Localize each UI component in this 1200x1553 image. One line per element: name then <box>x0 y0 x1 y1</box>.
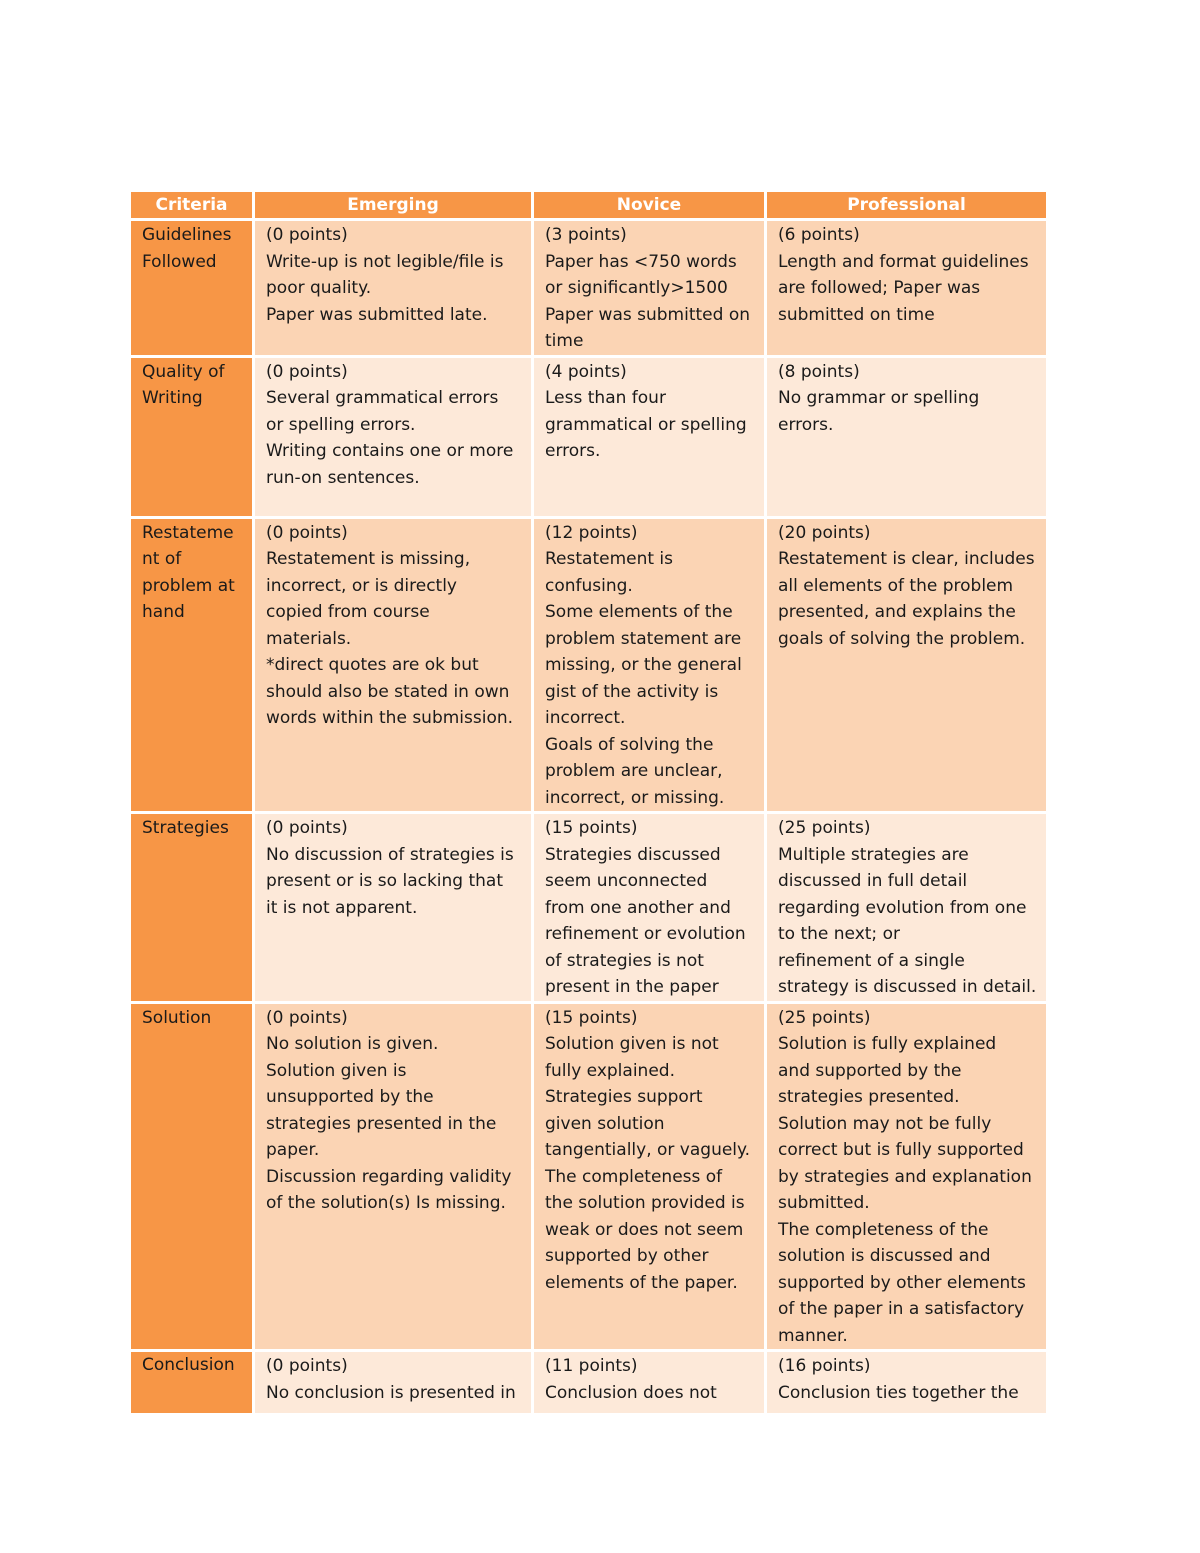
header-emerging: Emerging <box>255 192 534 221</box>
points-label: (15 points) <box>545 818 638 838</box>
descriptor-line: seem unconnected <box>545 871 708 891</box>
descriptor-line: Restatement is <box>545 549 674 569</box>
professional-cell <box>767 1004 1046 1353</box>
rubric-table <box>131 192 1046 1416</box>
descriptor-line: submitted. <box>778 1193 870 1213</box>
descriptor-line: present in the paper <box>545 977 719 997</box>
criterion-cell: Strategies <box>131 814 255 1004</box>
descriptor-line: supported by other <box>545 1246 709 1266</box>
points-label: (0 points) <box>266 522 348 543</box>
descriptor-line: materials. <box>266 628 352 649</box>
descriptor-line: No conclusion is presented in <box>266 1382 516 1403</box>
descriptor-line: Discussion regarding validity <box>266 1166 512 1187</box>
descriptor-line: errors. <box>778 414 834 435</box>
descriptor-line: Some elements of the <box>545 602 733 622</box>
professional-cell <box>767 814 1046 1004</box>
descriptor-line: tangentially, or vaguely. <box>545 1140 751 1160</box>
descriptor-line: poor quality. <box>266 278 372 298</box>
descriptor-line: or spelling errors. <box>266 414 416 435</box>
descriptor-line: Strategies discussed <box>545 844 721 865</box>
descriptor-line: Strategies support <box>545 1087 703 1107</box>
descriptor-line: errors. <box>545 441 601 461</box>
descriptor-line: correct but is fully supported <box>778 1140 1024 1160</box>
header-row <box>131 192 1046 221</box>
descriptor-line: Multiple strategies are <box>778 844 969 865</box>
descriptor-line: presented, and explains the <box>778 602 1016 622</box>
descriptor-line: Writing contains one or more <box>266 441 514 461</box>
descriptor-line: No discussion of strategies is <box>266 844 514 865</box>
points-label: (25 points) <box>778 1007 871 1028</box>
emerging-cell <box>255 221 534 358</box>
professional-cell <box>767 519 1046 815</box>
descriptor-line: incorrect. <box>545 708 626 728</box>
descriptor-line: all elements of the problem <box>778 575 1014 596</box>
descriptor-line: run-on sentences. <box>266 467 420 488</box>
points-label: (8 points) <box>778 361 860 382</box>
descriptor-line: refinement of a single <box>778 950 965 971</box>
novice-cell <box>534 519 767 815</box>
points-label: (11 points) <box>545 1356 638 1376</box>
points-label: (25 points) <box>778 818 871 838</box>
descriptor-line: are followed; Paper was <box>778 278 981 298</box>
rubric-table-wrapper <box>131 192 1046 1403</box>
points-label: (0 points) <box>266 361 348 382</box>
descriptor-line: Goals of solving the <box>545 734 714 755</box>
descriptor-line: to the next; or <box>778 924 900 944</box>
descriptor-line: The completeness of the <box>778 1219 989 1240</box>
descriptor-line: Length and format guidelines <box>778 251 1029 272</box>
descriptor-line: missing, or the general <box>545 655 742 675</box>
descriptor-line: solution is discussed and <box>778 1246 991 1266</box>
professional-cell <box>767 358 1046 519</box>
descriptor-line: the solution provided is <box>545 1193 745 1213</box>
criterion-cell: Solution <box>131 1004 255 1353</box>
table-row <box>131 814 1046 1004</box>
novice-cell <box>534 814 767 1004</box>
descriptor-line: *direct quotes are ok but <box>266 655 479 675</box>
points-label: (20 points) <box>778 522 871 543</box>
points-label: (0 points) <box>266 1356 348 1376</box>
professional-cell <box>767 221 1046 358</box>
points-label: (6 points) <box>778 225 860 245</box>
descriptor-line: confusing. <box>545 575 633 596</box>
criterion-cell: Guidelines Followed <box>131 221 255 358</box>
emerging-cell <box>255 358 534 519</box>
emerging-cell <box>255 1004 534 1353</box>
descriptor-line: by strategies and explanation <box>778 1166 1032 1187</box>
points-label: (15 points) <box>545 1007 638 1028</box>
descriptor-line: words within the submission. <box>266 708 514 728</box>
descriptor-line: regarding evolution from one <box>778 897 1027 918</box>
descriptor-line: time <box>545 331 584 351</box>
descriptor-line: of the solution(s) Is missing. <box>266 1193 506 1213</box>
criterion-cell: Conclusion <box>131 1352 255 1416</box>
criterion-cell: Quality of Writing <box>131 358 255 519</box>
points-label: (0 points) <box>266 1007 348 1028</box>
descriptor-line: strategies presented. <box>778 1087 960 1107</box>
descriptor-line: strategy is discussed in detail. <box>778 977 1037 997</box>
descriptor-line: of the paper in a satisfactory <box>778 1299 1025 1319</box>
descriptor-line: No grammar or spelling <box>778 388 980 408</box>
descriptor-line: weak or does not seem <box>545 1219 744 1240</box>
descriptor-line: should also be stated in own <box>266 681 510 702</box>
points-label: (0 points) <box>266 225 348 245</box>
descriptor-line: strategies presented in the <box>266 1113 497 1134</box>
descriptor-line: Less than four <box>545 388 666 408</box>
descriptor-line: Conclusion does not <box>545 1382 717 1403</box>
professional-cell <box>767 1352 1046 1416</box>
points-label: (16 points) <box>778 1356 871 1376</box>
points-label: (12 points) <box>545 522 638 543</box>
descriptor-line: fully explained. <box>545 1060 675 1081</box>
descriptor-line: Several grammatical errors <box>266 388 499 408</box>
descriptor-line: Write-up is not legible/file is <box>266 251 504 272</box>
table-row <box>131 221 1046 358</box>
descriptor-line: No solution is given. <box>266 1034 439 1054</box>
descriptor-line: Conclusion ties together the <box>778 1382 1019 1403</box>
table-row <box>131 519 1046 815</box>
descriptor-line: manner. <box>778 1325 848 1346</box>
descriptor-line: discussed in full detail <box>778 871 968 891</box>
criterion-cell: Restateme nt of problem at hand <box>131 519 255 815</box>
descriptor-line: Solution given is <box>266 1060 407 1081</box>
descriptor-line: it is not apparent. <box>266 897 418 918</box>
points-label: (0 points) <box>266 818 348 838</box>
header-professional: Professional <box>767 192 1046 221</box>
descriptor-line: elements of the paper. <box>545 1272 738 1293</box>
descriptor-line: Solution given is not <box>545 1034 719 1054</box>
table-row <box>131 1004 1046 1353</box>
descriptor-line: of strategies is not <box>545 950 704 971</box>
descriptor-line: Solution is fully explained <box>778 1034 997 1054</box>
emerging-cell <box>255 519 534 815</box>
descriptor-line: The completeness of <box>545 1166 723 1187</box>
descriptor-line: submitted on time <box>778 304 935 325</box>
descriptor-line: supported by other elements <box>778 1272 1026 1293</box>
descriptor-line: grammatical or spelling <box>545 414 747 435</box>
points-label: (4 points) <box>545 361 627 382</box>
points-label: (3 points) <box>545 225 627 245</box>
header-criteria: Criteria <box>131 192 255 221</box>
table-row <box>131 358 1046 519</box>
descriptor-line: Restatement is clear, includes <box>778 549 1035 569</box>
descriptor-line: gist of the activity is <box>545 681 719 702</box>
descriptor-line: Solution may not be fully <box>778 1113 992 1134</box>
novice-cell <box>534 1004 767 1353</box>
descriptor-line: paper. <box>266 1140 320 1160</box>
descriptor-line: Paper was submitted on <box>545 304 750 325</box>
descriptor-line: problem are unclear, <box>545 761 723 781</box>
descriptor-line: given solution <box>545 1113 665 1134</box>
descriptor-line: copied from course <box>266 602 430 622</box>
descriptor-line: incorrect, or is directly <box>266 575 457 596</box>
table-row <box>131 1352 1046 1416</box>
descriptor-line: and supported by the <box>778 1060 962 1081</box>
descriptor-line: goals of solving the problem. <box>778 628 1026 649</box>
descriptor-line: refinement or evolution <box>545 924 746 944</box>
descriptor-line: incorrect, or missing. <box>545 787 725 808</box>
header-novice: Novice <box>534 192 767 221</box>
descriptor-line: Paper was submitted late. <box>266 304 488 325</box>
descriptor-line: present or is so lacking that <box>266 871 504 891</box>
novice-cell <box>534 358 767 519</box>
emerging-cell <box>255 1352 534 1416</box>
descriptor-line: from one another and <box>545 897 731 918</box>
descriptor-line: unsupported by the <box>266 1087 434 1107</box>
descriptor-line: problem statement are <box>545 628 742 649</box>
novice-cell <box>534 1352 767 1416</box>
descriptor-line: Restatement is missing, <box>266 549 471 569</box>
descriptor-line: or significantly>1500 <box>545 278 728 298</box>
descriptor-line: Paper has <750 words <box>545 251 737 272</box>
emerging-cell <box>255 814 534 1004</box>
novice-cell <box>534 221 767 358</box>
